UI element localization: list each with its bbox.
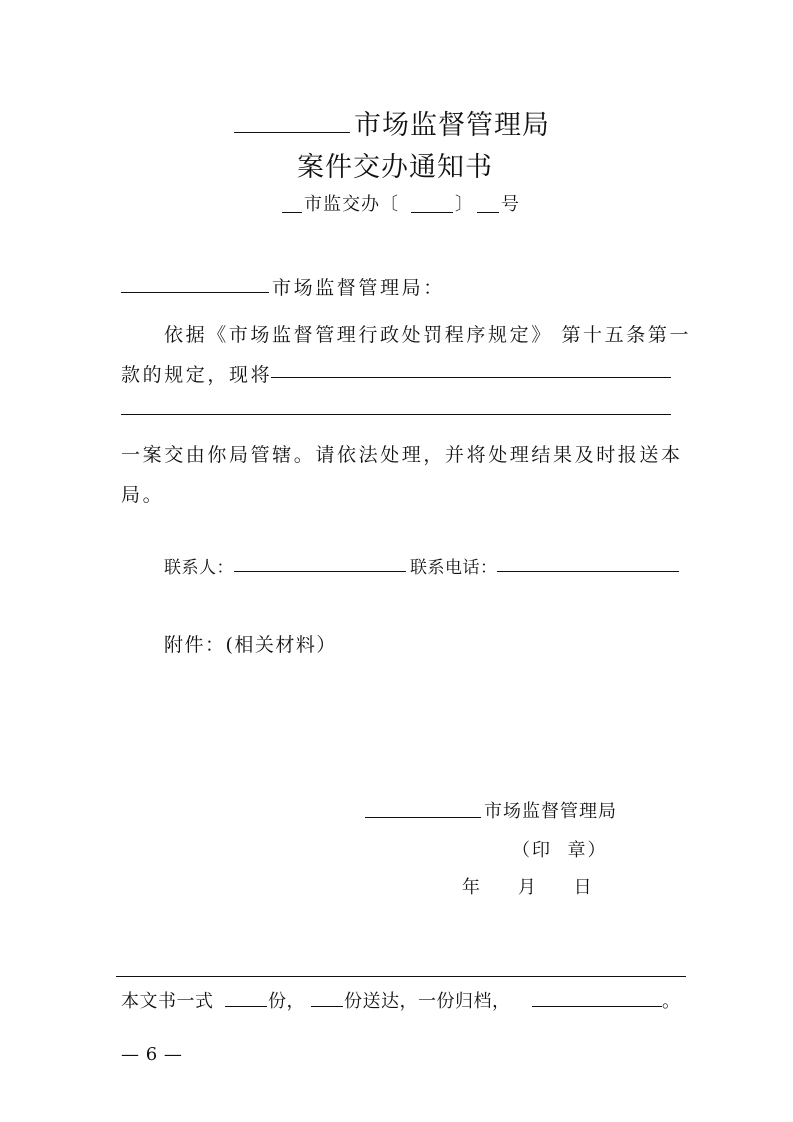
copies-part2: 份， bbox=[268, 991, 305, 1012]
doc-no-number-blank[interactable] bbox=[477, 212, 499, 213]
copies-part3: 份送达，一份归档， bbox=[344, 991, 511, 1012]
para2-line1: 一案交由你局管辖。请依法处理，并将处理结果及时报送本 bbox=[121, 444, 683, 466]
copies-part1: 本文书一式 bbox=[121, 991, 214, 1012]
recipient-org-blank[interactable] bbox=[121, 292, 269, 293]
date-line: 年 月 日 bbox=[462, 877, 593, 898]
doc-no-year-blank[interactable] bbox=[411, 212, 453, 213]
doc-no-part2: 〕 bbox=[455, 194, 474, 215]
contact-phone-blank[interactable] bbox=[497, 571, 679, 572]
page-number: — 6 — bbox=[121, 1044, 183, 1065]
copies-served-blank[interactable] bbox=[311, 1006, 343, 1007]
contact-person-label: 联系人： bbox=[164, 558, 234, 578]
contact-person-blank[interactable] bbox=[234, 571, 406, 572]
issuing-region-blank[interactable] bbox=[234, 132, 350, 133]
title-org: 市场监督管理局 bbox=[354, 110, 550, 141]
case-description-blank-1[interactable] bbox=[271, 377, 671, 378]
copies-total-blank[interactable] bbox=[225, 1006, 267, 1007]
doc-no-part1: 市监交办〔 bbox=[304, 194, 399, 215]
signature-org: 市场监督管理局 bbox=[484, 801, 617, 822]
contact-phone-label: 联系电话： bbox=[410, 558, 498, 578]
signature-org-blank[interactable] bbox=[365, 817, 481, 818]
recipient-suffix: 市场监督管理局： bbox=[272, 277, 445, 299]
copies-extra-blank[interactable] bbox=[532, 1006, 662, 1007]
para1-line2: 款的规定，现将 bbox=[121, 364, 273, 386]
para2-line2: 局。 bbox=[121, 484, 165, 506]
para1-line1: 依据《市场监督管理行政处罚程序规定》 第十五条第一 bbox=[164, 324, 692, 346]
attachment-text: 附件：(相关材料） bbox=[164, 634, 337, 656]
page-title: 案件交办通知书 bbox=[297, 152, 493, 183]
case-description-blank-2[interactable] bbox=[121, 414, 671, 415]
footer-divider bbox=[116, 976, 686, 977]
seal-label: （印 章） bbox=[512, 840, 608, 861]
doc-no-part3: 号 bbox=[501, 194, 520, 215]
doc-no-prefix-blank[interactable] bbox=[282, 212, 302, 213]
copies-part4: 。 bbox=[662, 991, 681, 1012]
